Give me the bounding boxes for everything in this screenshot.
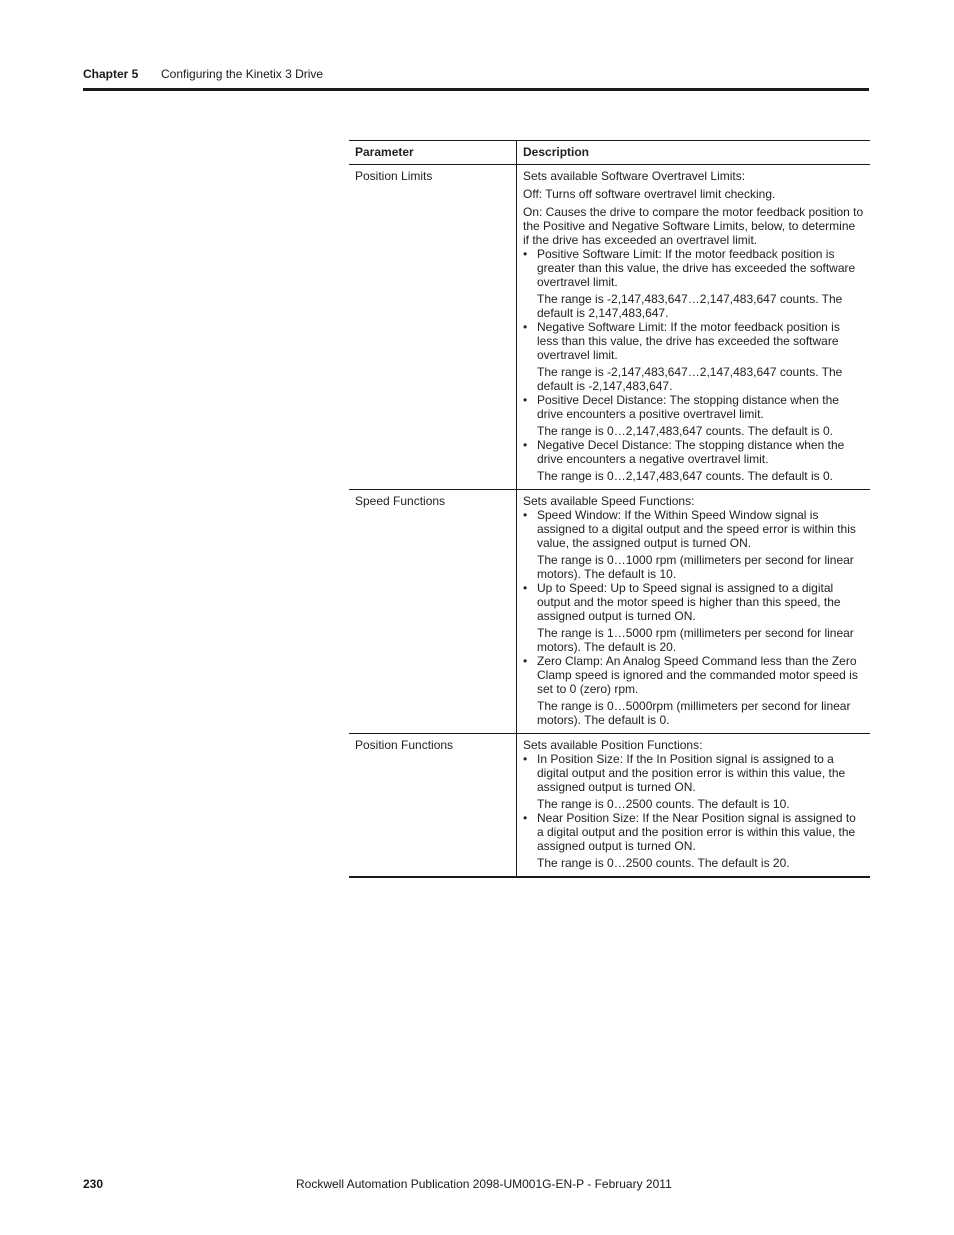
parameter-description (517, 165, 870, 489)
description-paragraph: On: Causes the drive to compare the motor feedback position to the Positive and Negative Software Limits, below, to determine if the drive has exceeded an overtravel limit. (523, 205, 864, 247)
table-row (349, 164, 870, 489)
bullet-text: Negative Software Limit: If the motor feedback position is less than this value, the drive has exceeded the software overtravel limit. (537, 320, 840, 362)
range-text: The range is -2,147,483,647…2,147,483,647 counts. The default is 2,147,483,647. (537, 292, 843, 320)
bullet-icon: • (523, 508, 528, 522)
parameter-name: Position Limits (349, 165, 517, 489)
bullet-text: Zero Clamp: An Analog Speed Command less than the Zero Clamp speed is ignored and the commanded motor speed is set to 0 (zero) rpm. (537, 654, 858, 696)
bullet-item (523, 438, 864, 466)
parameter-table (349, 140, 870, 878)
bullet-icon: • (523, 654, 528, 668)
chapter-title: Configuring the Kinetix 3 Drive (161, 67, 324, 81)
bullet-item (523, 752, 864, 794)
description-intro: Sets available Position Functions: (523, 738, 703, 752)
bullet-text: Negative Decel Distance: The stopping distance when the drive encounters a negative overtravel limit. (537, 438, 845, 466)
range-text: The range is 0…2500 counts. The default is 20. (537, 856, 790, 870)
bullet-icon: • (523, 811, 528, 825)
bullet-text: Positive Decel Distance: The stopping distance when the drive encounters a positive overtravel limit. (537, 393, 839, 421)
range-text: The range is 0…5000rpm (millimeters per second for linear motors). The default is 0. (537, 699, 851, 727)
parameter-name: Speed Functions (349, 490, 517, 733)
range-text: The range is 0…2500 counts. The default is 10. (537, 797, 790, 811)
range-text: The range is 0…2,147,483,647 counts. The default is 0. (537, 424, 833, 438)
page-header (83, 66, 869, 82)
bullet-text: Near Position Size: If the Near Position signal is assigned to a digital output and the position error is within this value, the assigned output is turned ON. (537, 811, 856, 853)
header-rule (83, 88, 869, 91)
bullet-item (523, 247, 864, 289)
range-text: The range is 0…2,147,483,647 counts. The default is 0. (537, 469, 833, 483)
table-row (349, 733, 870, 876)
bullet-icon: • (523, 438, 528, 452)
bullet-item (523, 654, 864, 696)
column-header-parameter: Parameter (349, 141, 517, 164)
parameter-description (517, 490, 870, 733)
column-header-description: Description (523, 145, 590, 159)
bullet-icon: • (523, 320, 528, 334)
bullet-text: In Position Size: If the In Position signal is assigned to a digital output and the position error is within this value, the assigned output is turned ON. (537, 752, 846, 794)
bullet-item (523, 393, 864, 421)
range-text: The range is -2,147,483,647…2,147,483,647 counts. The default is -2,147,483,647. (537, 365, 843, 393)
bullet-icon: • (523, 393, 528, 407)
bullet-icon: • (523, 752, 528, 766)
bullet-text: Speed Window: If the Within Speed Window signal is assigned to a digital output and the speed error is within this value, the assigned output is turned ON. (537, 508, 856, 550)
bullet-text: Positive Software Limit: If the motor feedback position is greater than this value, the drive has exceeded the software overtravel limit. (537, 247, 856, 289)
chapter-label: Chapter 5 (83, 67, 139, 81)
table-row (349, 489, 870, 733)
bullet-item (523, 811, 864, 853)
description-paragraph: Off: Turns off software overtravel limit checking. (523, 187, 776, 201)
bullet-item (523, 320, 864, 362)
description-intro: Sets available Speed Functions: (523, 494, 695, 508)
page-footer (83, 1176, 869, 1192)
bullet-icon: • (523, 581, 528, 595)
table-header-row (349, 141, 870, 164)
parameter-description (517, 734, 870, 876)
range-text: The range is 1…5000 rpm (millimeters per second for linear motors). The default is 20. (537, 626, 854, 654)
page-number: 230 (83, 1177, 104, 1191)
bullet-item (523, 581, 864, 623)
parameter-name: Position Functions (349, 734, 517, 876)
bullet-text: Up to Speed: Up to Speed signal is assigned to a digital output and the motor speed is higher than this speed, the assigned output is turned ON. (537, 581, 841, 623)
bullet-item (523, 508, 864, 550)
description-intro: Sets available Software Overtravel Limits: (523, 169, 746, 183)
bullet-icon: • (523, 247, 528, 261)
range-text: The range is 0…1000 rpm (millimeters per second for linear motors). The default is 10. (537, 553, 854, 581)
publication-info: Rockwell Automation Publication 2098-UM001G-EN-P - February 2011 (296, 1177, 672, 1191)
